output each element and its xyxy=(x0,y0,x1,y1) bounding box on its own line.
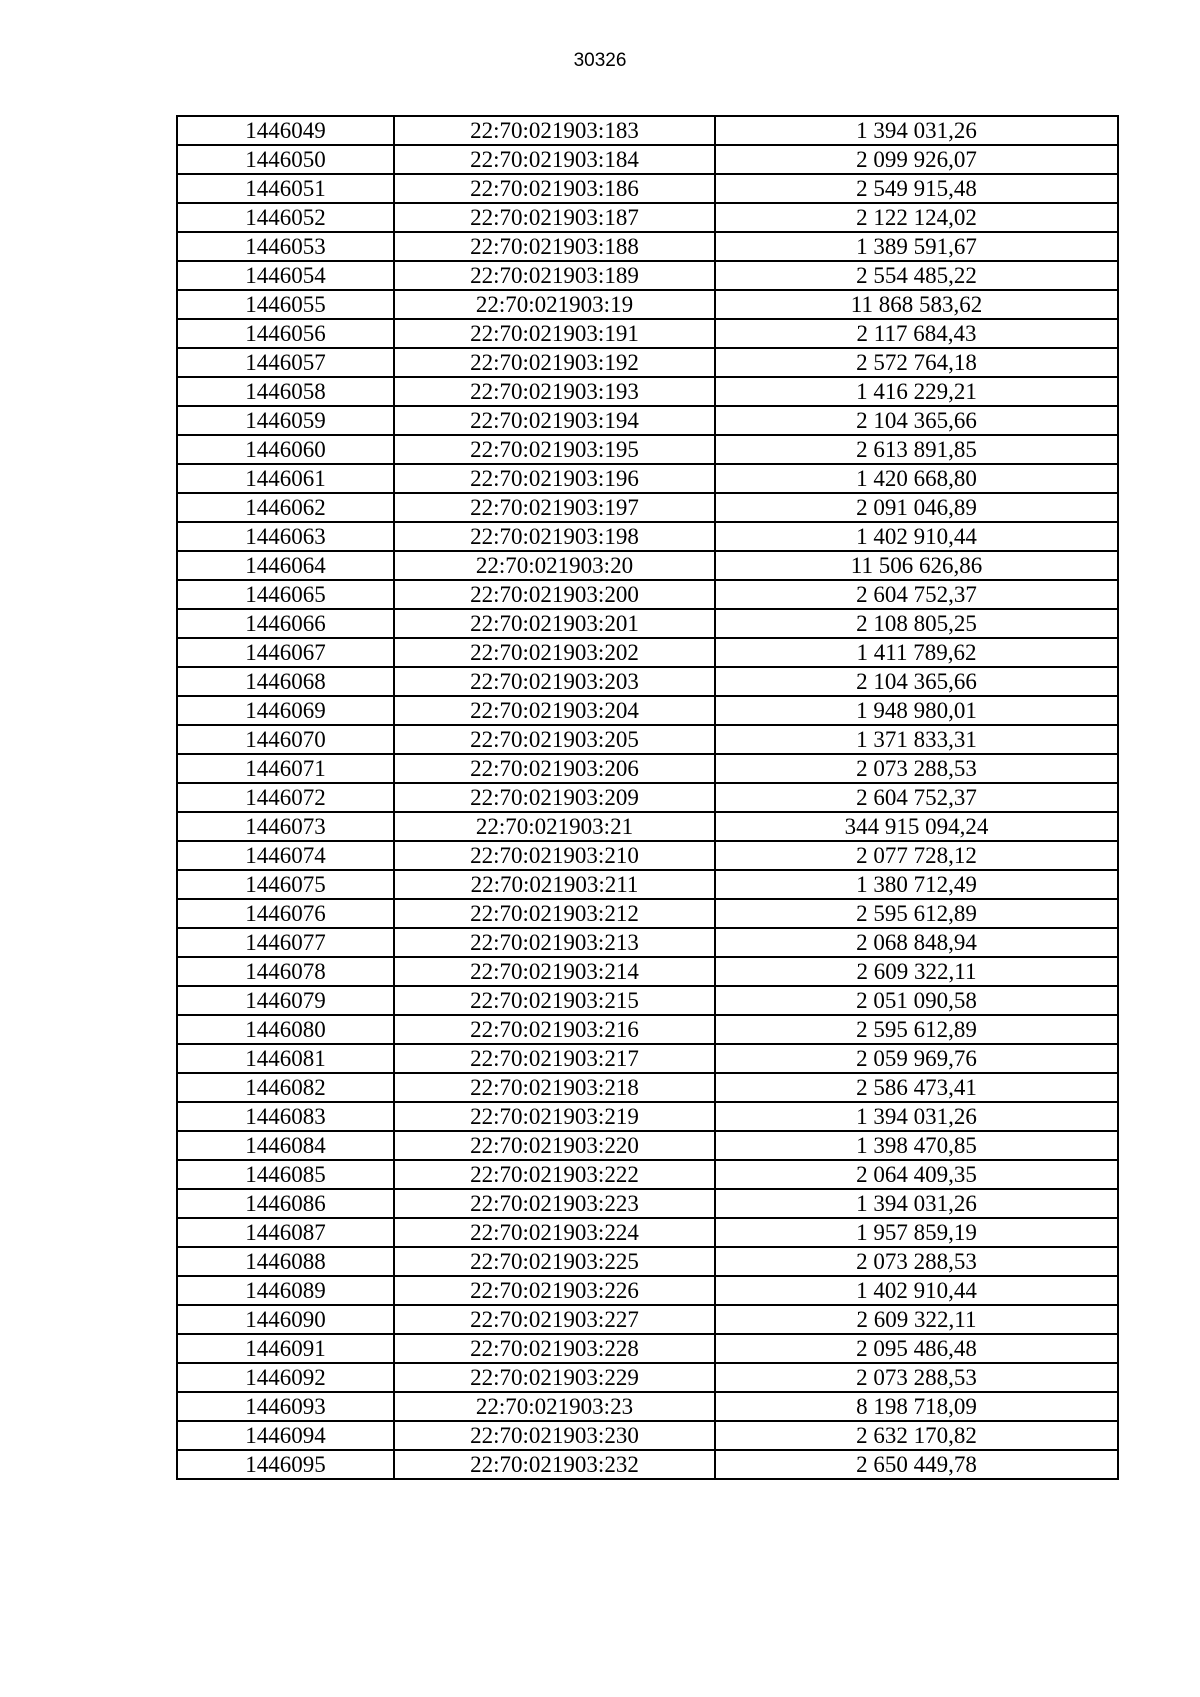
cadastral-number-cell: 22:70:021903:206 xyxy=(394,754,715,783)
row-number-cell: 1446086 xyxy=(177,1189,394,1218)
table-row xyxy=(177,377,1118,406)
row-number-cell: 1446061 xyxy=(177,464,394,493)
row-number-cell: 1446080 xyxy=(177,1015,394,1044)
cadastral-number-cell: 22:70:021903:230 xyxy=(394,1421,715,1450)
row-number-cell: 1446054 xyxy=(177,261,394,290)
cadastral-number-cell: 22:70:021903:220 xyxy=(394,1131,715,1160)
table-row xyxy=(177,1450,1118,1479)
row-number-cell: 1446050 xyxy=(177,145,394,174)
cadastral-value-cell: 2 108 805,25 xyxy=(715,609,1118,638)
row-number-cell: 1446091 xyxy=(177,1334,394,1363)
cadastral-value-cell: 2 609 322,11 xyxy=(715,1305,1118,1334)
cadastral-number-cell: 22:70:021903:196 xyxy=(394,464,715,493)
row-number-cell: 1446075 xyxy=(177,870,394,899)
cadastral-value-cell: 2 117 684,43 xyxy=(715,319,1118,348)
cadastral-value-cell: 1 380 712,49 xyxy=(715,870,1118,899)
cadastral-value-cell: 1 948 980,01 xyxy=(715,696,1118,725)
cadastral-value-cell: 11 868 583,62 xyxy=(715,290,1118,319)
cadastral-number-cell: 22:70:021903:212 xyxy=(394,899,715,928)
table-row xyxy=(177,261,1118,290)
cadastral-number-cell: 22:70:021903:226 xyxy=(394,1276,715,1305)
cadastral-value-cell: 2 059 969,76 xyxy=(715,1044,1118,1073)
table-row xyxy=(177,754,1118,783)
table-row xyxy=(177,1044,1118,1073)
table-row xyxy=(177,696,1118,725)
cadastral-number-cell: 22:70:021903:20 xyxy=(394,551,715,580)
cadastral-number-cell: 22:70:021903:200 xyxy=(394,580,715,609)
cadastral-value-cell: 1 371 833,31 xyxy=(715,725,1118,754)
cadastral-number-cell: 22:70:021903:214 xyxy=(394,957,715,986)
table-row xyxy=(177,667,1118,696)
cadastral-value-cell: 1 416 229,21 xyxy=(715,377,1118,406)
cadastral-number-cell: 22:70:021903:228 xyxy=(394,1334,715,1363)
table-row xyxy=(177,928,1118,957)
table-row xyxy=(177,116,1118,145)
cadastral-value-cell: 2 091 046,89 xyxy=(715,493,1118,522)
row-number-cell: 1446065 xyxy=(177,580,394,609)
row-number-cell: 1446066 xyxy=(177,609,394,638)
table-row xyxy=(177,1160,1118,1189)
row-number-cell: 1446077 xyxy=(177,928,394,957)
table-row xyxy=(177,1334,1118,1363)
cadastral-value-cell: 2 572 764,18 xyxy=(715,348,1118,377)
table-row xyxy=(177,1131,1118,1160)
table-row xyxy=(177,435,1118,464)
cadastral-number-cell: 22:70:021903:224 xyxy=(394,1218,715,1247)
row-number-cell: 1446079 xyxy=(177,986,394,1015)
cadastral-value-cell: 1 411 789,62 xyxy=(715,638,1118,667)
cadastral-number-cell: 22:70:021903:184 xyxy=(394,145,715,174)
cadastral-number-cell: 22:70:021903:191 xyxy=(394,319,715,348)
table-row xyxy=(177,203,1118,232)
row-number-cell: 1446055 xyxy=(177,290,394,319)
table-row xyxy=(177,1421,1118,1450)
table-row xyxy=(177,319,1118,348)
row-number-cell: 1446068 xyxy=(177,667,394,696)
cadastral-value-cell: 1 394 031,26 xyxy=(715,1189,1118,1218)
row-number-cell: 1446081 xyxy=(177,1044,394,1073)
table-row xyxy=(177,870,1118,899)
table-row xyxy=(177,493,1118,522)
table-row xyxy=(177,1015,1118,1044)
cadastral-number-cell: 22:70:021903:193 xyxy=(394,377,715,406)
cadastral-number-cell: 22:70:021903:189 xyxy=(394,261,715,290)
cadastral-value-cell: 1 402 910,44 xyxy=(715,1276,1118,1305)
cadastral-number-cell: 22:70:021903:198 xyxy=(394,522,715,551)
cadastral-value-cell: 2 051 090,58 xyxy=(715,986,1118,1015)
cadastral-number-cell: 22:70:021903:232 xyxy=(394,1450,715,1479)
table-row xyxy=(177,1189,1118,1218)
cadastral-value-cell: 2 609 322,11 xyxy=(715,957,1118,986)
cadastral-number-cell: 22:70:021903:187 xyxy=(394,203,715,232)
table-row xyxy=(177,812,1118,841)
cadastral-value-cell: 2 077 728,12 xyxy=(715,841,1118,870)
row-number-cell: 1446069 xyxy=(177,696,394,725)
cadastral-value-cell: 2 073 288,53 xyxy=(715,754,1118,783)
row-number-cell: 1446088 xyxy=(177,1247,394,1276)
cadastral-value-cell: 2 650 449,78 xyxy=(715,1450,1118,1479)
cadastral-number-cell: 22:70:021903:209 xyxy=(394,783,715,812)
cadastral-number-cell: 22:70:021903:227 xyxy=(394,1305,715,1334)
table-row xyxy=(177,406,1118,435)
cadastral-value-cell: 1 389 591,67 xyxy=(715,232,1118,261)
table-row xyxy=(177,725,1118,754)
table-row xyxy=(177,1363,1118,1392)
row-number-cell: 1446051 xyxy=(177,174,394,203)
row-number-cell: 1446078 xyxy=(177,957,394,986)
cadastral-number-cell: 22:70:021903:19 xyxy=(394,290,715,319)
cadastral-value-cell: 1 394 031,26 xyxy=(715,1102,1118,1131)
cadastral-value-cell: 2 586 473,41 xyxy=(715,1073,1118,1102)
cadastral-number-cell: 22:70:021903:23 xyxy=(394,1392,715,1421)
row-number-cell: 1446056 xyxy=(177,319,394,348)
table-row xyxy=(177,841,1118,870)
row-number-cell: 1446074 xyxy=(177,841,394,870)
table-row xyxy=(177,145,1118,174)
cadastral-value-cell: 2 595 612,89 xyxy=(715,899,1118,928)
row-number-cell: 1446084 xyxy=(177,1131,394,1160)
cadastral-value-cell: 2 064 409,35 xyxy=(715,1160,1118,1189)
table-row xyxy=(177,957,1118,986)
cadastral-value-cell: 2 632 170,82 xyxy=(715,1421,1118,1450)
cadastral-number-cell: 22:70:021903:21 xyxy=(394,812,715,841)
cadastral-value-cell: 2 104 365,66 xyxy=(715,667,1118,696)
cadastral-number-cell: 22:70:021903:204 xyxy=(394,696,715,725)
table-row xyxy=(177,1276,1118,1305)
cadastral-value-cell: 2 104 365,66 xyxy=(715,406,1118,435)
cadastral-number-cell: 22:70:021903:194 xyxy=(394,406,715,435)
row-number-cell: 1446092 xyxy=(177,1363,394,1392)
table-row xyxy=(177,174,1118,203)
cadastral-value-cell: 2 122 124,02 xyxy=(715,203,1118,232)
cadastral-value-cell: 2 549 915,48 xyxy=(715,174,1118,203)
cadastral-number-cell: 22:70:021903:197 xyxy=(394,493,715,522)
row-number-cell: 1446049 xyxy=(177,116,394,145)
cadastral-number-cell: 22:70:021903:225 xyxy=(394,1247,715,1276)
cadastral-number-cell: 22:70:021903:216 xyxy=(394,1015,715,1044)
cadastral-number-cell: 22:70:021903:192 xyxy=(394,348,715,377)
row-number-cell: 1446052 xyxy=(177,203,394,232)
table-row xyxy=(177,1102,1118,1131)
cadastral-number-cell: 22:70:021903:217 xyxy=(394,1044,715,1073)
cadastral-number-cell: 22:70:021903:211 xyxy=(394,870,715,899)
table-row xyxy=(177,464,1118,493)
table-row xyxy=(177,609,1118,638)
cadastral-number-cell: 22:70:021903:223 xyxy=(394,1189,715,1218)
cadastral-number-cell: 22:70:021903:222 xyxy=(394,1160,715,1189)
row-number-cell: 1446095 xyxy=(177,1450,394,1479)
row-number-cell: 1446072 xyxy=(177,783,394,812)
row-number-cell: 1446063 xyxy=(177,522,394,551)
row-number-cell: 1446057 xyxy=(177,348,394,377)
cadastral-value-cell: 2 554 485,22 xyxy=(715,261,1118,290)
row-number-cell: 1446089 xyxy=(177,1276,394,1305)
cadastral-number-cell: 22:70:021903:195 xyxy=(394,435,715,464)
table-row xyxy=(177,580,1118,609)
page-number: 30326 xyxy=(573,50,627,71)
row-number-cell: 1446090 xyxy=(177,1305,394,1334)
cadastral-value-cell: 1 402 910,44 xyxy=(715,522,1118,551)
cadastral-number-cell: 22:70:021903:201 xyxy=(394,609,715,638)
cadastral-number-cell: 22:70:021903:215 xyxy=(394,986,715,1015)
table-row xyxy=(177,638,1118,667)
table-row xyxy=(177,1073,1118,1102)
row-number-cell: 1446071 xyxy=(177,754,394,783)
row-number-cell: 1446060 xyxy=(177,435,394,464)
cadastral-value-cell: 2 613 891,85 xyxy=(715,435,1118,464)
cadastral-value-cell: 2 595 612,89 xyxy=(715,1015,1118,1044)
table-row xyxy=(177,986,1118,1015)
cadastral-value-cell: 2 068 848,94 xyxy=(715,928,1118,957)
table-body xyxy=(177,116,1118,1479)
cadastral-value-cell: 2 604 752,37 xyxy=(715,783,1118,812)
table-row xyxy=(177,348,1118,377)
cadastral-value-cell: 2 099 926,07 xyxy=(715,145,1118,174)
row-number-cell: 1446058 xyxy=(177,377,394,406)
row-number-cell: 1446070 xyxy=(177,725,394,754)
cadastral-value-cell: 2 095 486,48 xyxy=(715,1334,1118,1363)
cadastral-value-cell: 2 604 752,37 xyxy=(715,580,1118,609)
row-number-cell: 1446082 xyxy=(177,1073,394,1102)
cadastral-number-cell: 22:70:021903:205 xyxy=(394,725,715,754)
table-row xyxy=(177,551,1118,580)
cadastral-value-cell: 1 420 668,80 xyxy=(715,464,1118,493)
row-number-cell: 1446094 xyxy=(177,1421,394,1450)
cadastral-value-cell: 1 957 859,19 xyxy=(715,1218,1118,1247)
cadastral-number-cell: 22:70:021903:213 xyxy=(394,928,715,957)
cadastral-number-cell: 22:70:021903:183 xyxy=(394,116,715,145)
table-row xyxy=(177,232,1118,261)
table-row xyxy=(177,522,1118,551)
table-row xyxy=(177,783,1118,812)
row-number-cell: 1446064 xyxy=(177,551,394,580)
row-number-cell: 1446073 xyxy=(177,812,394,841)
row-number-cell: 1446062 xyxy=(177,493,394,522)
table-row xyxy=(177,1392,1118,1421)
cadastral-value-cell: 1 394 031,26 xyxy=(715,116,1118,145)
cadastral-number-cell: 22:70:021903:186 xyxy=(394,174,715,203)
row-number-cell: 1446085 xyxy=(177,1160,394,1189)
table-row xyxy=(177,290,1118,319)
row-number-cell: 1446076 xyxy=(177,899,394,928)
cadastral-value-cell: 1 398 470,85 xyxy=(715,1131,1118,1160)
cadastral-number-cell: 22:70:021903:203 xyxy=(394,667,715,696)
row-number-cell: 1446067 xyxy=(177,638,394,667)
cadastral-value-table xyxy=(176,115,1119,1480)
row-number-cell: 1446093 xyxy=(177,1392,394,1421)
cadastral-value-cell: 2 073 288,53 xyxy=(715,1247,1118,1276)
table-row xyxy=(177,1247,1118,1276)
cadastral-value-cell: 344 915 094,24 xyxy=(715,812,1118,841)
cadastral-value-cell: 11 506 626,86 xyxy=(715,551,1118,580)
table-row xyxy=(177,1218,1118,1247)
table-row xyxy=(177,899,1118,928)
row-number-cell: 1446087 xyxy=(177,1218,394,1247)
cadastral-value-cell: 8 198 718,09 xyxy=(715,1392,1118,1421)
row-number-cell: 1446059 xyxy=(177,406,394,435)
cadastral-number-cell: 22:70:021903:218 xyxy=(394,1073,715,1102)
cadastral-number-cell: 22:70:021903:229 xyxy=(394,1363,715,1392)
table-row xyxy=(177,1305,1118,1334)
row-number-cell: 1446083 xyxy=(177,1102,394,1131)
cadastral-number-cell: 22:70:021903:202 xyxy=(394,638,715,667)
row-number-cell: 1446053 xyxy=(177,232,394,261)
cadastral-number-cell: 22:70:021903:188 xyxy=(394,232,715,261)
cadastral-number-cell: 22:70:021903:210 xyxy=(394,841,715,870)
cadastral-value-cell: 2 073 288,53 xyxy=(715,1363,1118,1392)
cadastral-number-cell: 22:70:021903:219 xyxy=(394,1102,715,1131)
